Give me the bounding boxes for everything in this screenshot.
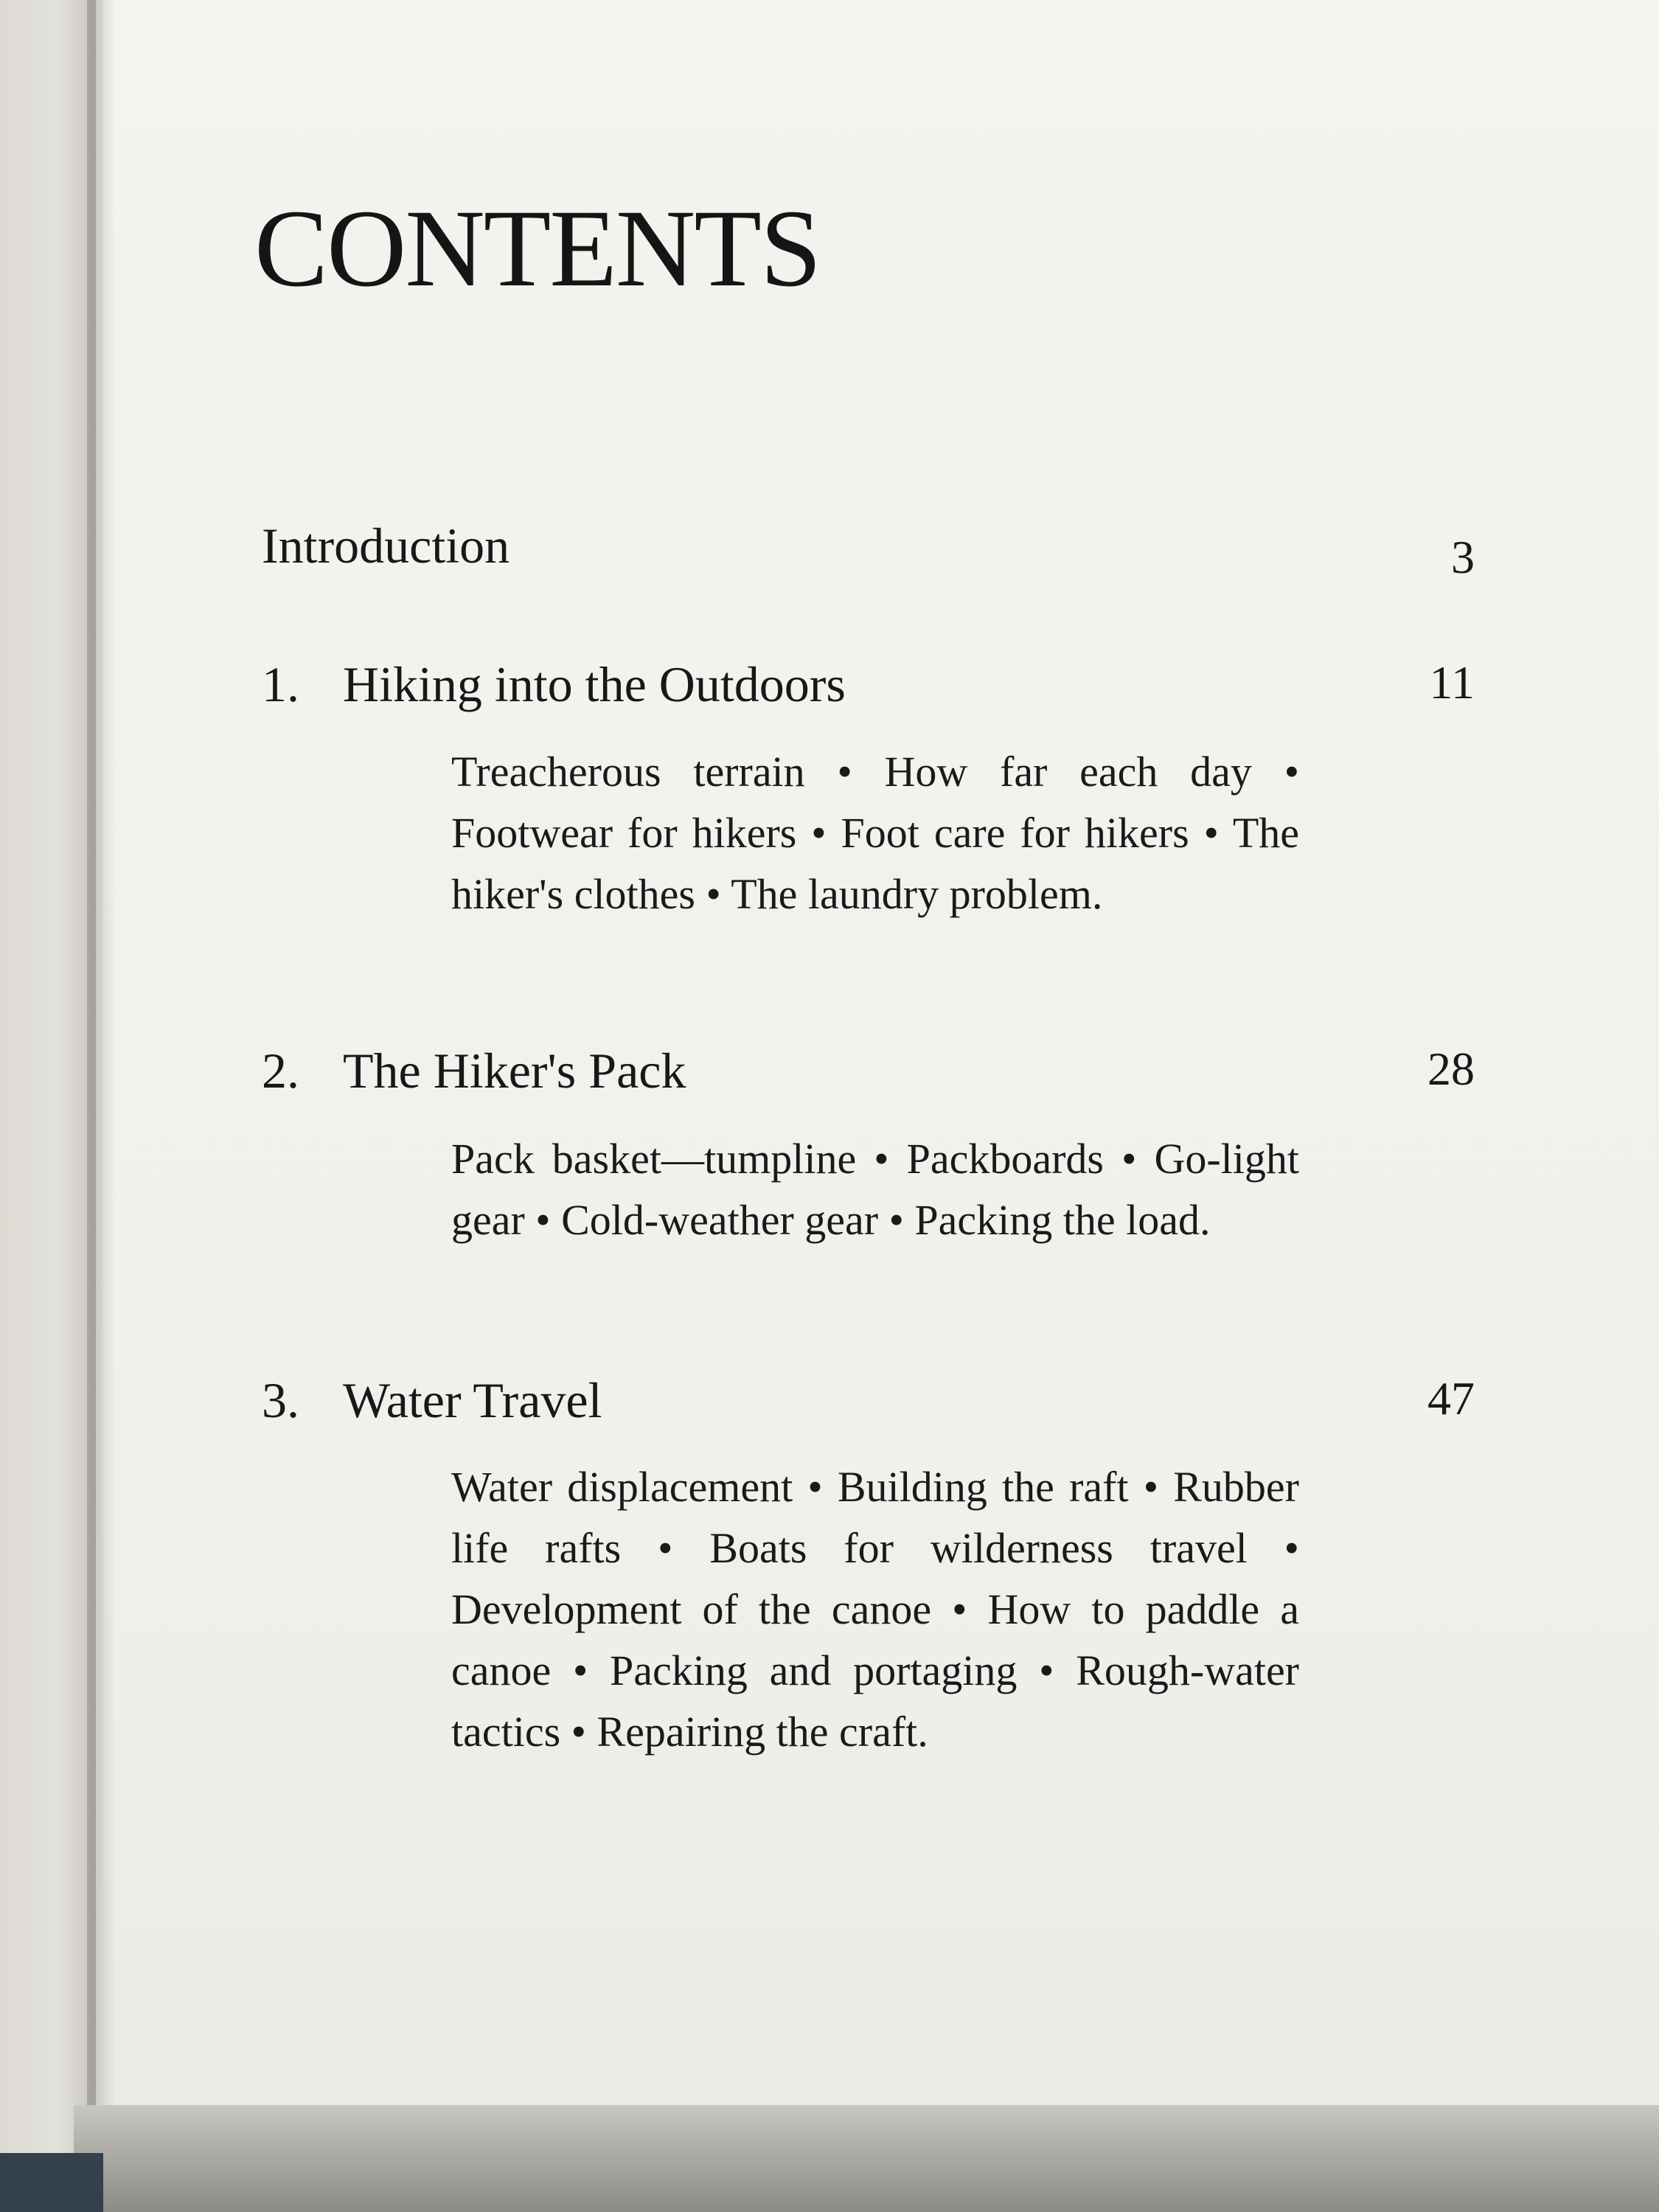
chapter-title: Hiking into the Outdoors — [343, 656, 846, 712]
toc-entry-title: Introduction — [262, 518, 510, 574]
toc-entry-chapter-2 — [262, 1043, 1475, 1099]
contents-heading: CONTENTS — [254, 187, 821, 310]
toc-entry-chapter-3 — [262, 1372, 1475, 1428]
chapter-title: The Hiker's Pack — [343, 1043, 686, 1099]
chapter-topics: Pack basket—tumpline • Packboards • Go-light gear • Cold-weather gear • Packing the load. — [451, 1135, 1299, 1244]
facing-page-edge — [0, 0, 96, 2153]
toc-page-number: 3 — [1451, 531, 1475, 583]
book-cover-corner — [0, 2153, 103, 2212]
toc-page-number: 11 — [1429, 656, 1475, 709]
chapter-number: 1. — [262, 656, 299, 712]
toc-entry-chapter-1 — [262, 656, 1475, 712]
chapter-topics: Water displacement • Building the raft • Rubber life rafts • Boats for wilderness travel • Development of the canoe • How to paddle a canoe • Packing and portaging • Rough-water tactics • Repairing the craft. — [451, 1463, 1299, 1756]
toc-page-number: 47 — [1427, 1372, 1475, 1425]
toc-page-number: 28 — [1427, 1043, 1475, 1095]
chapter-number: 2. — [262, 1043, 299, 1099]
chapter-title: Water Travel — [343, 1372, 602, 1428]
book-gutter — [87, 0, 116, 2153]
toc-entry-introduction — [262, 518, 1475, 583]
page-bottom-edge — [74, 2105, 1659, 2212]
chapter-topics: Treacherous terrain • How far each day • Footwear for hikers • Foot care for hikers • The hiker's clothes • The laundry problem. — [451, 748, 1299, 918]
chapter-number: 3. — [262, 1372, 299, 1428]
